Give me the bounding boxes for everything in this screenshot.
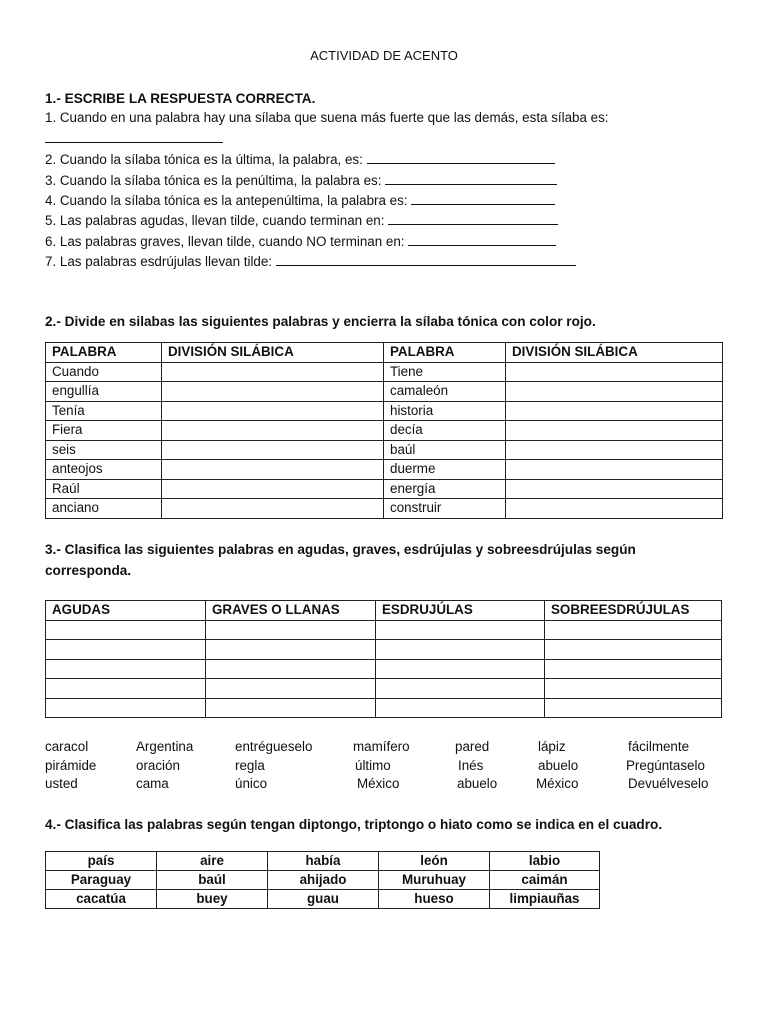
word-cell: decía (384, 421, 506, 441)
column-header: GRAVES O LLANAS (206, 601, 376, 621)
answer-cell[interactable] (376, 698, 545, 718)
answer-cell[interactable] (46, 679, 206, 699)
answer-cell[interactable] (376, 620, 545, 640)
word-bank-word: único (235, 776, 268, 792)
column-header: AGUDAS (46, 601, 206, 621)
section3-heading: 3.- Clasifica las siguientes palabras en agudas, graves, esdrújulas y sobreesdrújulas según corresponda. (45, 542, 636, 578)
answer-cell[interactable] (162, 479, 384, 499)
table-row (46, 479, 723, 499)
table-row (46, 382, 723, 402)
answer-cell[interactable] (46, 659, 206, 679)
word-cell: labio (490, 852, 600, 871)
answer-cell[interactable] (206, 640, 376, 660)
answer-cell[interactable] (162, 401, 384, 421)
answer-cell[interactable] (506, 421, 723, 441)
word-bank-word: usted (45, 776, 78, 792)
word-cell: país (46, 852, 157, 871)
word-bank-row (45, 776, 735, 795)
word-bank-word: lápiz (538, 739, 566, 754)
word-cell: duerme (384, 460, 506, 480)
table-row (46, 890, 600, 909)
section4-heading: 4.- Clasifica las palabras según tengan diptongo, triptongo o hiato como se indica en el cuadro. (45, 817, 663, 832)
answer-cell[interactable] (545, 640, 722, 660)
answer-cell[interactable] (506, 382, 723, 402)
column-header: SOBREESDRÚJULAS (545, 601, 722, 621)
word-cell: engullía (46, 382, 162, 402)
answer-cell[interactable] (46, 698, 206, 718)
answer-cell[interactable] (162, 362, 384, 382)
word-bank-word: Pregúntaselo (626, 757, 705, 773)
answer-cell[interactable] (162, 440, 384, 460)
word-bank-row (45, 739, 735, 758)
answer-cell[interactable] (162, 421, 384, 441)
column-header: ESDRUJÚLAS (376, 601, 545, 621)
word-cell: construir (384, 499, 506, 519)
answer-cell[interactable] (506, 362, 723, 382)
question-4: 4. Cuando la sílaba tónica es la antepenúltima, la palabra es: (45, 190, 555, 212)
table-row (46, 871, 600, 890)
word-cell: Tenía (46, 401, 162, 421)
word-cell: caimán (490, 871, 600, 890)
word-bank-word: Inés (458, 757, 484, 773)
page-title: ACTIVIDAD DE ACENTO (310, 48, 458, 63)
answer-cell[interactable] (545, 679, 722, 699)
answer-line-2[interactable] (367, 149, 555, 164)
question-2: 2. Cuando la sílaba tónica es la última, la palabra, es: (45, 149, 555, 171)
word-cell: energía (384, 479, 506, 499)
table-row (46, 620, 722, 640)
answer-cell[interactable] (506, 401, 723, 421)
table-row (46, 362, 723, 382)
table-row (46, 499, 723, 519)
answer-cell[interactable] (376, 659, 545, 679)
answer-line-5[interactable] (388, 210, 558, 225)
word-cell: Muruhuay (379, 871, 490, 890)
answer-cell[interactable] (545, 698, 722, 718)
word-bank-word: pared (455, 739, 490, 754)
word-bank (45, 739, 735, 795)
word-bank-word: último (355, 757, 391, 773)
answer-cell[interactable] (506, 479, 723, 499)
diphthong-table (45, 851, 600, 909)
answer-cell[interactable] (162, 460, 384, 480)
word-cell: Fiera (46, 421, 162, 441)
table-row (46, 440, 723, 460)
answer-cell[interactable] (162, 499, 384, 519)
word-cell: hueso (379, 890, 490, 909)
question-5: 5. Las palabras agudas, llevan tilde, cuando terminan en: (45, 210, 558, 232)
answer-cell[interactable] (376, 679, 545, 699)
word-bank-word: entrégueselo (235, 739, 313, 754)
answer-line-6[interactable] (408, 231, 556, 246)
section1-heading: 1.- ESCRIBE LA RESPUESTA CORRECTA. (45, 91, 316, 106)
word-bank-word: regla (235, 757, 265, 773)
word-bank-word: abuelo (538, 757, 579, 773)
column-header: DIVISIÓN SILÁBICA (162, 343, 384, 363)
word-cell: Tiene (384, 362, 506, 382)
answer-cell[interactable] (506, 499, 723, 519)
word-cell: Cuando (46, 362, 162, 382)
answer-cell[interactable] (506, 460, 723, 480)
syllable-division-table (45, 342, 723, 519)
table-header-row (46, 601, 722, 621)
word-bank-word: abuelo (457, 776, 498, 792)
word-bank-word: caracol (45, 739, 89, 754)
answer-cell[interactable] (206, 659, 376, 679)
word-bank-word: cama (136, 776, 169, 792)
column-header: PALABRA (46, 343, 162, 363)
answer-cell[interactable] (506, 440, 723, 460)
word-cell: camaleón (384, 382, 506, 402)
word-bank-word: México (536, 776, 579, 792)
table-header-row (46, 343, 723, 363)
table-row (46, 640, 722, 660)
section2-heading: 2.- Divide en silabas las siguientes palabras y encierra la sílaba tónica con color rojo. (45, 314, 596, 329)
column-header: DIVISIÓN SILÁBICA (506, 343, 723, 363)
answer-line-7[interactable] (276, 251, 576, 266)
question-1: 1. Cuando en una palabra hay una sílaba que suena más fuerte que las demás, esta sílaba es: (45, 110, 609, 125)
answer-cell[interactable] (206, 679, 376, 699)
question-3: 3. Cuando la sílaba tónica es la penúltima, la palabra es: (45, 170, 557, 192)
answer-cell[interactable] (206, 698, 376, 718)
word-cell: anteojos (46, 460, 162, 480)
answer-cell[interactable] (545, 620, 722, 640)
answer-line-3[interactable] (385, 170, 557, 185)
word-bank-word: mamífero (353, 739, 410, 754)
classification-table (45, 600, 722, 718)
answer-line-1[interactable] (45, 128, 223, 150)
word-cell: baúl (384, 440, 506, 460)
table-row (46, 401, 723, 421)
answer-cell[interactable] (46, 620, 206, 640)
word-bank-word: pirámide (45, 757, 97, 773)
column-header: PALABRA (384, 343, 506, 363)
word-cell: limpiauñas (490, 890, 600, 909)
word-cell: Paraguay (46, 871, 157, 890)
word-bank-word: Devuélveselo (628, 776, 709, 792)
answer-cell[interactable] (545, 659, 722, 679)
answer-cell[interactable] (46, 640, 206, 660)
word-bank-row (45, 758, 735, 777)
word-cell: Raúl (46, 479, 162, 499)
word-cell: había (268, 852, 379, 871)
word-bank-word: fácilmente (628, 739, 690, 754)
word-cell: seis (46, 440, 162, 460)
question-7: 7. Las palabras esdrújulas llevan tilde: (45, 251, 576, 273)
table-row (46, 698, 722, 718)
word-bank-word: Argentina (136, 739, 194, 754)
table-row (46, 679, 722, 699)
word-cell: ahijado (268, 871, 379, 890)
answer-cell[interactable] (206, 620, 376, 640)
word-bank-word: México (357, 776, 400, 792)
word-cell: aire (157, 852, 268, 871)
answer-line-4[interactable] (411, 190, 555, 205)
word-cell: anciano (46, 499, 162, 519)
word-cell: cacatúa (46, 890, 157, 909)
word-cell: historia (384, 401, 506, 421)
word-cell: buey (157, 890, 268, 909)
word-cell: león (379, 852, 490, 871)
table-row (46, 460, 723, 480)
word-cell: guau (268, 890, 379, 909)
answer-cell[interactable] (162, 382, 384, 402)
table-row (46, 852, 600, 871)
question-6: 6. Las palabras graves, llevan tilde, cuando NO terminan en: (45, 231, 556, 253)
table-row (46, 659, 722, 679)
word-cell: baúl (157, 871, 268, 890)
word-bank-word: oración (136, 757, 180, 773)
table-row (46, 421, 723, 441)
answer-cell[interactable] (376, 640, 545, 660)
